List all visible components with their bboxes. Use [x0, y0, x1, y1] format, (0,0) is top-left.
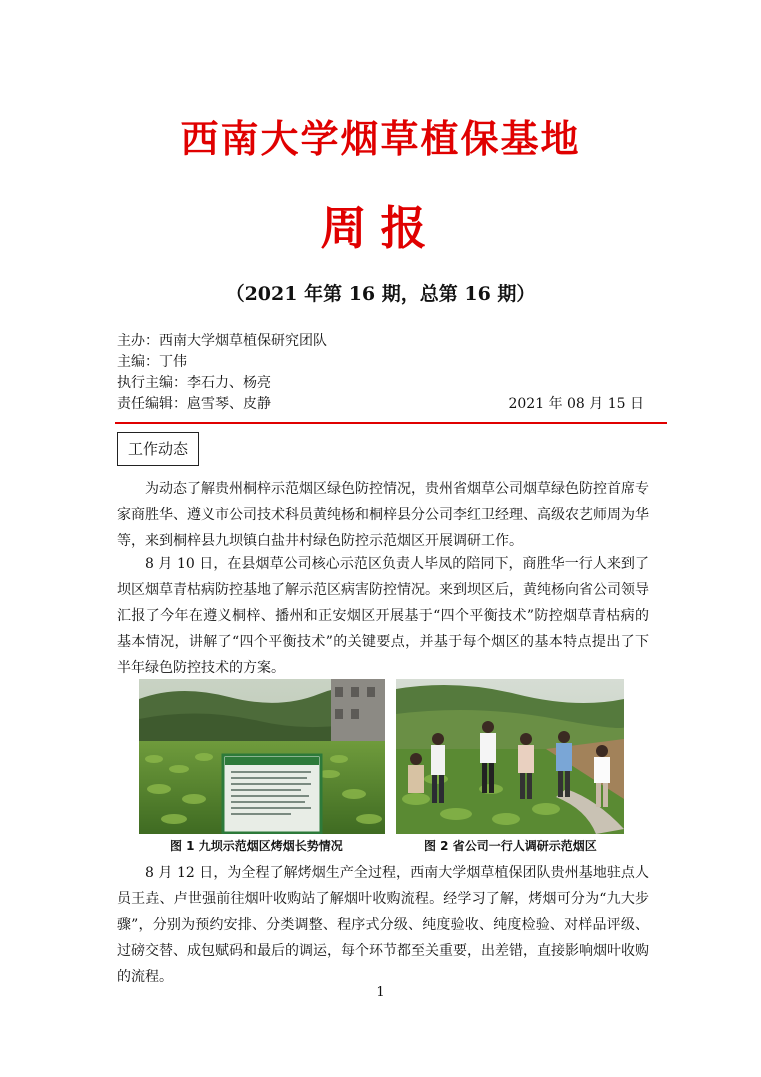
report-subtitle: 周报 [320, 201, 441, 255]
responsible-editors-line: 责任编辑：扈雪琴、皮静 [117, 396, 271, 412]
issue-date: 2021 年 08 月 15 日 [508, 396, 644, 412]
figure-2-caption: 图 2 省公司一行人调研示范烟区 [424, 839, 597, 853]
paragraph-3: 8 月 12 日，为全程了解烤烟生产全过程，西南大学烟草植保团队贵州基地驻点人员王垚、卢世强前往烟叶收购站了解烟叶收购流程。经学习了解，烤烟可分为“九大步骤”，分别为预约安排、分类调整、程序式分级、纯度验收、纯度检验、对样品评级、过磅交替、成包赋码和最后的调运，每个环节都至关重要，出差错，直接影响烟叶收购的流程。 [117, 865, 649, 985]
section-heading: 工作动态 [117, 432, 199, 466]
header-divider [115, 422, 667, 424]
page-number: 1 [376, 985, 385, 1000]
figure-1-caption: 图 1 九坝示范烟区烤烟长势情况 [170, 839, 343, 853]
paragraph-1: 为动态了解贵州桐梓示范烟区绿色防控情况，贵州省烟草公司烟草绿色防控首席专家商胜华、遵义市公司技术科员黄纯杨和桐梓县分公司李红卫经理、高级农艺师周为华等，来到桐梓县九坝镇白盐井村绿色防控示范烟区开展调研工作。 [117, 481, 649, 549]
issue-number: （2021 年第 16 期，总第 16 期） [225, 283, 536, 305]
paragraph-2: 8 月 10 日，在县烟草公司核心示范区负责人毕凤的陪同下，商胜华一行人来到了坝区烟草青枯病防控基地了解示范区病害防控情况。来到坝区后，黄纯杨向省公司领导汇报了今年在遵义桐梓、播州和正安烟区开展基于“四个平衡技术”防控烟草青枯病的基本情况，讲解了“四个平衡技术”的关键要点，并基于每个烟区的基本特点提出了下半年绿色防控技术的方案。 [117, 556, 649, 676]
report-title: 西南大学烟草植保基地 [180, 116, 581, 161]
executive-editors-line: 执行主编：李石力、杨亮 [117, 375, 271, 391]
field-visit-image [396, 679, 624, 834]
tobacco-field-image [139, 679, 385, 834]
responsible-editors-row [117, 394, 647, 415]
figure-1-photo [139, 679, 385, 834]
masthead-info [117, 331, 647, 415]
sponsor-line: 主办：西南大学烟草植保研究团队 [117, 333, 327, 349]
figure-2-photo [396, 679, 624, 834]
chief-editor-line: 主编：丁伟 [117, 354, 187, 370]
